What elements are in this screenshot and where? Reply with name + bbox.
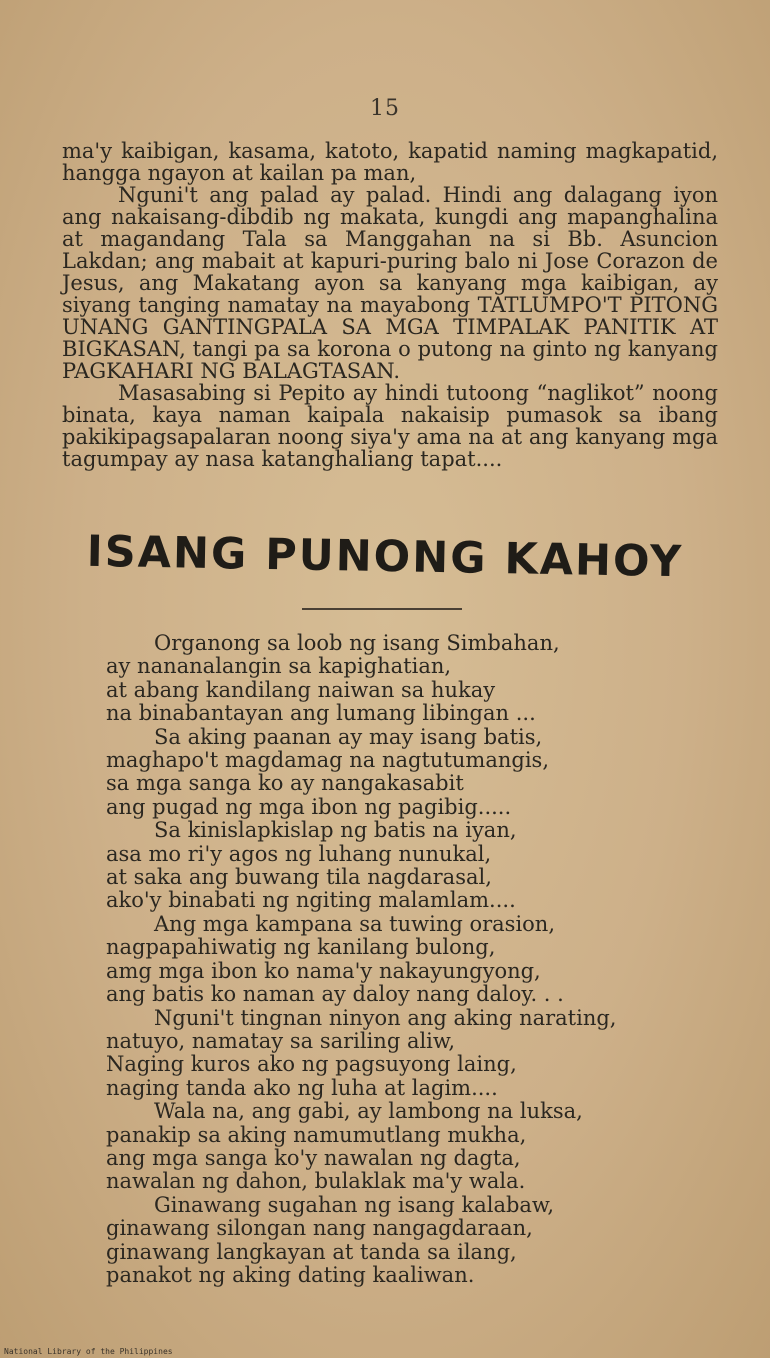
poem-stanza — [106, 1007, 676, 1101]
prose-paragraph: ma'y kaibigan, kasama, katoto, kapatid naming magkapatid, hangga ngayon at kailan pa man, — [62, 139, 718, 185]
poem-line: maghapo't magdamag na nagtutumangis, — [106, 748, 549, 773]
prose-paragraph: Nguni't ang palad ay palad. Hindi ang dalagang iyon ang nakaisang-dibdib ng makata, kungdi ang mapanghalina at magandang Tala sa Manggahan na si Bb. Asuncion Lakdan; ang mabait at kapuri-puring balo ni Jose Corazon de Jesus, ang Makatang ayon sa kanyang mga kaibigan, ay siyang tanging namatay na mayabong TATLUMPO'T PITONG UNANG GANTINGPALA SA MGA TIMPALAK PANITIK AT BIGKASAN, tangi pa sa korona o putong na ginto ng kanyang PAGKAHARI NG BALAGTASAN. — [62, 183, 718, 383]
poem-line: asa mo ri'y agos ng luhang nunukal, — [106, 841, 492, 866]
poem-line: ako'y binabati ng ngiting malamlam.... — [106, 888, 516, 913]
poem-line: amg mga ibon ko nama'y nakayungyong, — [106, 958, 541, 983]
poem-line: sa mga sanga ko ay nangakasabit — [106, 771, 464, 796]
poem-stanza — [106, 913, 676, 1007]
poem-line: ay nananalangin sa kapighatian, — [106, 654, 452, 679]
source-footer: National Library of the Philippines — [4, 1347, 173, 1356]
poem-line: ginawang silongan nang nangagdaraan, — [106, 1216, 533, 1241]
poem-line: Ginawang sugahan ng isang kalabaw, — [154, 1192, 555, 1217]
poem-line: Organong sa loob ng isang Simbahan, — [154, 631, 560, 655]
poem-line: naging tanda ako ng luha at lagim.... — [106, 1075, 498, 1100]
prose-paragraph: Masasabing si Pepito ay hindi tutoong “naglikot” noong binata, kaya naman kaipala nakaisip pumasok sa ibang pakikipagsapalaran noong siya'y ama na at ang kanyang mga tagumpay ay nasa katanghaliang tapat.... — [62, 381, 718, 471]
poem-stanza — [106, 819, 676, 913]
poem-line: Wala na, ang gabi, ay lambong na luksa, — [154, 1099, 583, 1124]
poem-stanza — [106, 726, 676, 820]
poem-stanza — [106, 632, 676, 726]
poem-line: nagpapahiwatig ng kanilang bulong, — [106, 935, 496, 960]
poem-line: ang batis ko naman ay daloy nang daloy. . . — [106, 982, 564, 1007]
prose-section — [62, 140, 718, 470]
poem-line: na binabantayan ang lumang libingan ... — [106, 701, 536, 726]
poem-title: ISANG PUNONG KAHOY — [86, 526, 684, 588]
poem-line: ginawang langkayan at tanda sa ilang, — [106, 1239, 517, 1264]
poem-line: at abang kandilang naiwan sa hukay — [106, 677, 496, 702]
poem-stanza — [106, 1100, 676, 1194]
poem-line: nawalan ng dahon, bulaklak ma'y wala. — [106, 1169, 526, 1194]
poem-line: Sa aking paanan ay may isang batis, — [154, 724, 543, 749]
poem-line: natuyo, namatay sa sariling aliw, — [106, 1028, 456, 1053]
poem-body — [106, 632, 676, 1287]
poem-line: panakot ng aking dating kaaliwan. — [106, 1262, 475, 1287]
title-divider — [302, 608, 462, 610]
poem-line: ang mga sanga ko'y nawalan ng dagta, — [106, 1145, 521, 1170]
poem-line: Sa kinislapkislap ng batis na iyan, — [154, 818, 517, 843]
poem-line: Nguni't tingnan ninyon ang aking narating, — [154, 1005, 617, 1030]
poem-line: panakip sa aking namumutlang mukha, — [106, 1122, 527, 1147]
poem-line: Naging kuros ako ng pagsuyong laing, — [106, 1052, 517, 1077]
poem-line: Ang mga kampana sa tuwing orasion, — [154, 911, 556, 936]
poem-line: at saka ang buwang tila nagdarasal, — [106, 865, 492, 890]
poem-stanza — [106, 1194, 676, 1288]
page-number: 15 — [370, 96, 400, 121]
poem-line: ang pugad ng mga ibon ng pagibig..... — [106, 794, 512, 819]
